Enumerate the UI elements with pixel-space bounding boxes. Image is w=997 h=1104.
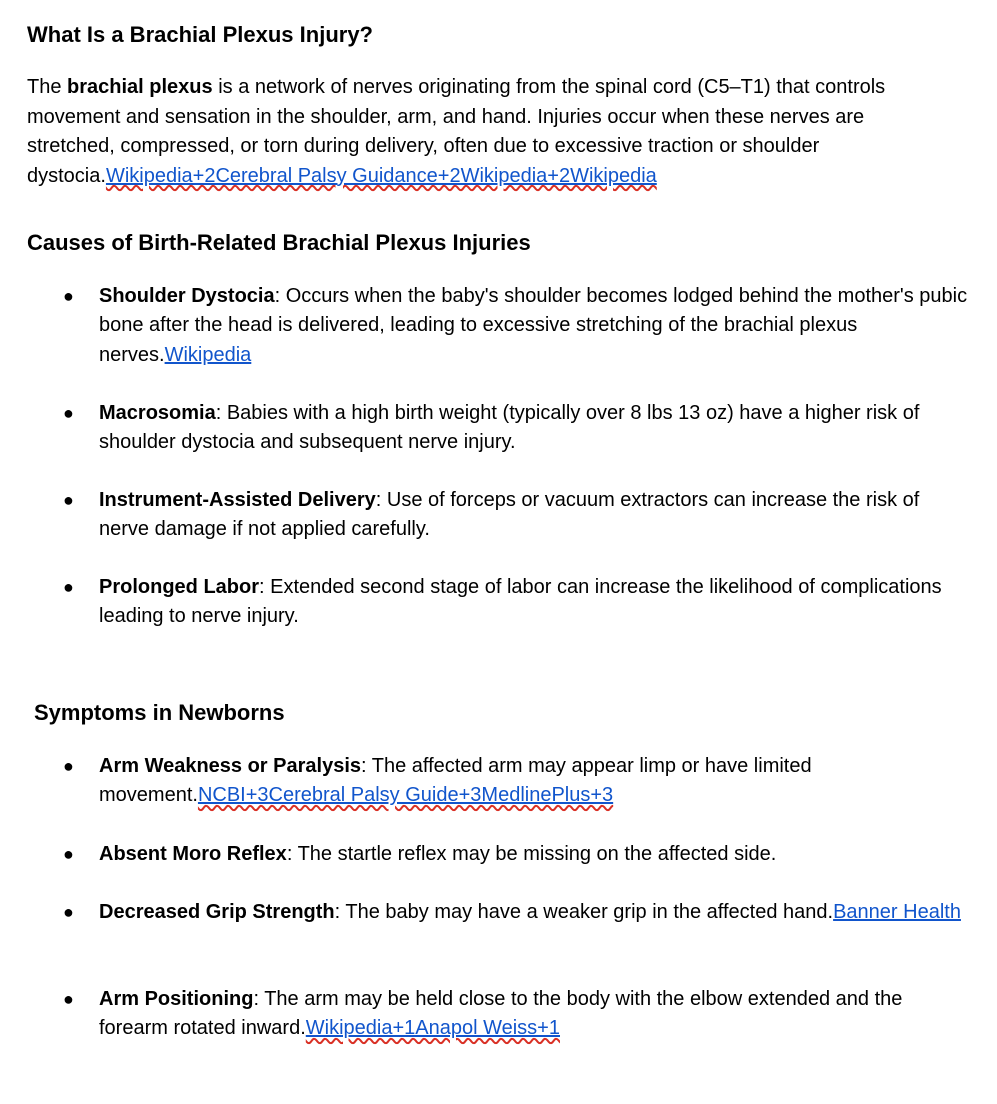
intro-source-link[interactable]: Wikipedia+2Cerebral Palsy Guidance+2Wikipedia+2Wikipedia	[105, 164, 657, 187]
bullet-icon: ●	[63, 286, 74, 306]
item-source-link[interactable]: NCBI+3Cerebral Palsy Guide+3MedlinePlus+3	[197, 784, 614, 807]
item-text: : The affected arm may appear limp or have limited movement.	[99, 755, 812, 807]
list-item-prolonged-labor	[63, 573, 969, 632]
item-term: Prolonged Labor	[99, 576, 259, 598]
list-item-grip-strength	[63, 898, 969, 927]
list-item-instrument-assisted	[63, 486, 969, 545]
item-term: Shoulder Dystocia	[99, 285, 275, 307]
item-source-link[interactable]: Wikipedia+1Anapol Weiss+1	[305, 1017, 560, 1040]
item-term: Arm Positioning	[99, 988, 254, 1010]
bullet-icon: ●	[63, 403, 74, 423]
list-item-absent-moro	[63, 840, 969, 869]
item-text: : The startle reflex may be missing on the affected side.	[286, 843, 777, 865]
list-item-arm-positioning	[63, 985, 969, 1044]
list-item-macrosomia	[63, 399, 969, 458]
item-source-link[interactable]: Wikipedia	[164, 343, 252, 366]
intro-bold-term: brachial plexus	[67, 76, 213, 98]
list-item-arm-weakness	[63, 752, 969, 811]
item-source-link[interactable]: Banner Health	[833, 901, 961, 923]
section-heading-causes: Causes of Birth-Related Brachial Plexus Injuries	[27, 230, 531, 255]
bullet-icon: ●	[63, 490, 74, 510]
section-heading-what-is: What Is a Brachial Plexus Injury?	[27, 22, 373, 47]
item-term: Arm Weakness or Paralysis	[99, 755, 362, 777]
bullet-icon: ●	[63, 577, 74, 597]
item-text: : Use of forceps or vacuum extractors can increase the risk of nerve damage if not applied carefully.	[99, 489, 920, 541]
item-term: Macrosomia	[99, 402, 216, 424]
intro-text-rest: is a network of nerves originating from the spinal cord (C5–T1) that controls movement and sensation in the shoulder, arm, and hand. Injuries occur when these nerves are stretched, compressed, or torn during delivery, often due to excessive traction or shoulder dystocia.	[27, 76, 886, 187]
item-term: Absent Moro Reflex	[99, 843, 287, 865]
item-text: : Occurs when the baby's shoulder becomes lodged behind the mother's pubic bone after the head is delivered, leading to excessive stretching of the brachial plexus nerves.	[99, 285, 968, 366]
bullet-icon: ●	[63, 756, 74, 776]
bullet-icon: ●	[63, 844, 74, 864]
item-text: : Babies with a high birth weight (typically over 8 lbs 13 oz) have a higher risk of shoulder dystocia and subsequent nerve injury.	[99, 402, 920, 454]
section-heading-symptoms: Symptoms in Newborns	[34, 700, 285, 725]
item-term: Instrument-Assisted Delivery	[99, 489, 376, 511]
item-text: : The arm may be held close to the body with the elbow extended and the forearm rotated inward.	[99, 988, 903, 1040]
item-text: : Extended second stage of labor can increase the likelihood of complications leading to nerve injury.	[99, 576, 942, 628]
item-term: Decreased Grip Strength	[99, 901, 335, 923]
list-item-shoulder-dystocia	[63, 282, 969, 370]
intro-text-start: The	[27, 76, 68, 98]
intro-paragraph	[27, 73, 947, 191]
item-text: : The baby may have a weaker grip in the affected hand.	[334, 901, 834, 923]
bullet-icon: ●	[63, 989, 74, 1009]
bullet-icon: ●	[63, 902, 74, 922]
